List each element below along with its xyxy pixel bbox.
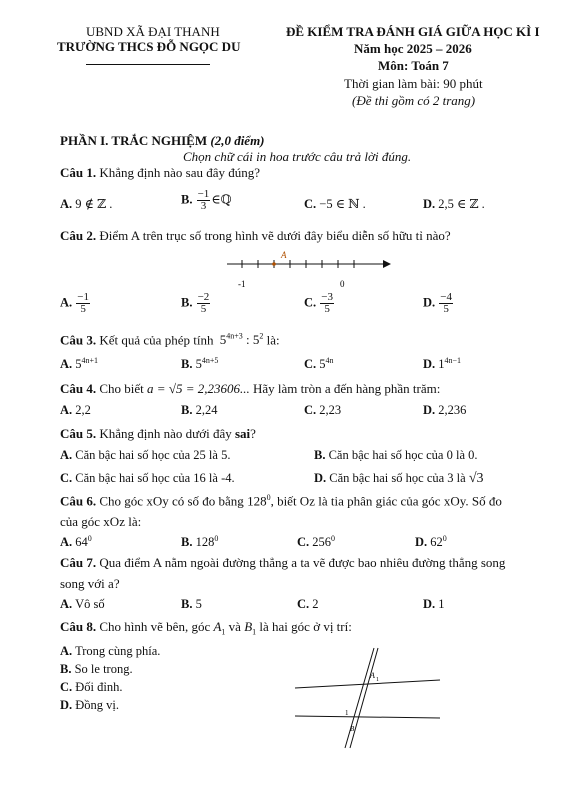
q1-option-c[interactable] [304,196,366,212]
q2-b-den: 5 [200,303,207,315]
q2-text: Điểm A trên trục số trong hình vẽ dưới đây biểu diễn số hữu tỉ nào? [99,228,451,243]
q2-option-d[interactable] [423,292,454,315]
question-7-line1 [60,555,505,571]
part1-heading [60,133,265,149]
q5-option-d[interactable] [314,471,484,487]
q2-a-num: −1 [77,291,89,303]
q5-d-math: √3 [468,471,484,486]
q8-c-text: Đối đỉnh. [75,680,123,694]
school-name: TRƯỜNG THCS ĐỖ NGỌC DU [57,39,241,54]
q6-a-text: 64 [75,535,88,550]
q8-fig-label-one: 1 [345,709,349,717]
q4-formula: a = √5 = 2,23606... [147,381,250,396]
q3-d-base: 1 [438,357,445,372]
q1-c-text: −5 ∈ ℕ . [319,197,366,211]
q3-option-b[interactable] [181,356,218,372]
q2-label: Câu 2. [60,228,97,243]
q4-label: Câu 4. [60,381,97,396]
q3-expression [220,332,264,347]
q3-expr-base: 5 [219,332,227,348]
q1-d-text: 2,5 ∈ ℤ . [438,197,485,211]
q3-b-label: B. [181,357,193,372]
question-5 [60,426,256,442]
q2-b-label: B. [181,295,193,310]
q2-option-c[interactable] [304,292,335,315]
q4-b-label: B. [181,403,193,417]
question-4 [60,381,440,397]
q1-b-after: ∈ℚ [211,192,232,207]
q8-angle1: A [213,619,222,634]
q2-c-num: −3 [321,291,333,303]
q1-option-d[interactable] [423,196,485,212]
q4-b-text: 2,24 [195,403,218,417]
q3-b-base: 5 [195,357,202,372]
q6-a-label: A. [60,535,73,550]
q6-option-a[interactable] [60,534,92,550]
q7-option-d[interactable] [423,597,445,612]
q3-option-d[interactable] [423,356,461,372]
part1-points: (2,0 điểm) [210,133,265,148]
q2-option-b[interactable] [181,292,211,315]
q4-option-b[interactable] [181,403,217,418]
q3-label: Câu 3. [60,332,97,348]
number-line-figure [225,250,395,292]
q6-d-label: D. [415,535,428,550]
q5-a-text: Căn bậc hai số học của 25 là 5. [75,448,231,462]
q1-c-label: C. [304,197,317,211]
part1-title: PHẦN I. TRẮC NGHIỆM [60,133,208,148]
question-6-line1 [60,493,502,509]
q8-angle2-sub: 1 [252,627,257,637]
q7-d-text: 1 [438,597,445,611]
q4-text-pre: Cho biết [99,381,144,396]
q3-expr-op: : 5 [242,332,260,348]
school-year: Năm học 2025 – 2026 [354,41,472,56]
q7-a-text: Vô số [75,597,105,611]
q3-d-label: D. [423,357,436,372]
q5-emphasis: sai [234,426,251,441]
q8-a-label: A. [60,644,73,658]
q5-d-label: D. [314,471,327,485]
q3-d-exp: 4n−1 [444,356,462,365]
q6-b-deg: 0 [214,534,219,543]
number-line-label-minus1: -1 [238,279,246,289]
q3-c-exp: 4n [325,356,334,365]
q1-d-label: D. [423,197,436,211]
q8-text-pre: Cho hình vẽ bên, góc [99,619,211,634]
q2-a-label: A. [60,295,73,310]
q6-a-deg: 0 [87,534,92,543]
q6-angle-deg: 0 [266,493,271,502]
q3-text: Kết quả của phép tính [99,332,214,348]
q2-c-label: C. [304,295,317,310]
q2-b-fraction [197,292,211,315]
q7-b-label: B. [181,597,193,611]
q5-option-a[interactable] [60,448,230,463]
question-6-line2: của góc xOz là: [60,514,142,529]
question-1 [60,165,260,181]
q5-option-c[interactable] [60,471,235,486]
q1-option-a[interactable] [60,196,112,212]
q8-d-text: Đồng vị. [75,698,120,712]
q2-d-fraction [439,292,453,315]
q5-text: Khẳng định nào dưới đây [99,426,232,441]
q8-fig-label-a: A [370,671,375,680]
q1-text: Khẳng định nào sau đây đúng? [99,165,261,180]
q6-d-text: 62 [430,535,443,550]
q8-transversal-right [350,648,378,748]
q8-c-label: C. [60,680,73,694]
q3-b-exp: 4n+5 [201,356,219,365]
question-3 [60,332,280,348]
header-divider [86,64,210,65]
part1-instruction: Chọn chữ cái in hoa trước câu trả lời đúng. [183,149,412,164]
q2-c-fraction [320,292,334,315]
q4-a-text: 2,2 [75,403,91,417]
duration: Thời gian làm bài: 90 phút [344,76,483,91]
q1-label: Câu 1. [60,165,97,180]
q8-angle1-sub: 1 [221,627,226,637]
q1-a-label: A. [60,197,73,211]
page-count-note: (Đề thi gồm có 2 trang) [352,93,476,108]
q8-option-d[interactable] [60,698,119,713]
q8-a-text: Trong cùng phía. [75,644,161,658]
q3-a-label: A. [60,357,73,372]
q7-label: Câu 7. [60,555,97,570]
q8-d-label: D. [60,698,73,712]
q5-c-text: Căn bậc hai số học của 16 là -4. [75,471,235,485]
q5-d-text: Căn bậc hai số học của 3 là [329,471,466,485]
q5-option-b[interactable] [314,448,478,463]
q2-d-label: D. [423,295,436,310]
q3-expr-tail: là: [263,332,280,348]
number-line-point-a [272,262,276,266]
q7-option-c[interactable] [297,597,319,612]
q4-text-post: Hãy làm tròn a đến hàng phần trăm: [252,381,441,396]
q8-and: và [228,619,241,634]
q7-option-a[interactable] [60,597,105,612]
q6-d-deg: 0 [442,534,447,543]
q8-option-a[interactable] [60,644,160,659]
q4-d-text: 2,236 [438,403,467,417]
subject: Môn: Toán 7 [378,58,449,73]
number-line-label-zero: 0 [340,279,345,289]
q8-b-text: So le trong. [74,662,133,676]
q8-fig-label-a-sub: 1 [376,677,379,683]
q7-a-label: A. [60,597,73,611]
q3-a-base: 5 [75,357,82,372]
number-line-label-a: A [281,250,287,260]
q2-d-den: 5 [443,303,449,315]
q8-label: Câu 8. [60,619,97,634]
q6-text-post: , biết Oz là tia phân giác của góc xOy. Số đo [270,493,502,509]
q5-a-label: A. [60,448,73,462]
q5-b-text: Căn bậc hai số học của 0 là 0. [328,448,478,462]
q6-text-pre: Cho góc xOy có số đo bằng [99,493,244,509]
q4-option-a[interactable] [60,403,91,418]
q5-qmark: ? [250,426,256,441]
q6-option-c[interactable] [297,534,335,550]
question-2 [60,228,451,244]
q1-b-label: B. [181,192,193,207]
q3-option-c[interactable] [304,356,334,372]
q5-label: Câu 5. [60,426,97,441]
q6-option-b[interactable] [181,534,218,550]
q4-option-c[interactable] [304,403,341,418]
q8-option-b[interactable] [60,662,133,677]
q2-option-a[interactable] [60,292,91,315]
q4-c-text: 2,23 [319,403,342,417]
q4-c-label: C. [304,403,317,417]
q1-option-b[interactable] [181,189,231,212]
q4-a-label: A. [60,403,73,417]
q3-expr-exp2: 2 [259,332,264,341]
q2-c-den: 5 [324,303,330,315]
q4-d-label: D. [423,403,436,417]
q8-angle2: B [244,619,253,634]
q3-c-base: 5 [319,357,326,372]
school-district: UBND XÃ ĐẠI THANH [86,24,220,39]
q5-c-label: C. [60,471,73,485]
q5-b-label: B. [314,448,326,462]
question-7-line2: song với a? [60,576,120,591]
q6-b-label: B. [181,535,193,550]
exam-title: ĐỀ KIỂM TRA ĐÁNH GIÁ GIỮA HỌC KÌ I [286,24,540,39]
q1-a-text: 9 ∉ ℤ . [75,197,113,211]
q6-c-label: C. [297,535,310,550]
q7-c-text: 2 [312,597,319,611]
q1-b-fraction [197,189,211,212]
q6-c-text: 256 [312,535,332,550]
q8-option-c[interactable] [60,680,123,695]
q6-angle: 128 [247,493,267,509]
q1-b-num: −1 [197,188,210,200]
q6-option-d[interactable] [415,534,447,550]
q7-option-b[interactable] [181,597,202,612]
q3-a-exp: 4n+1 [81,356,99,365]
q8-angle-figure [290,640,450,752]
q8-fig-label-b: B [350,725,355,733]
q7-text-line1: Qua điểm A nằm ngoài đường thẳng a ta vẽ được bao nhiêu đường thẳng song [99,555,506,570]
q2-a-fraction [76,292,90,315]
q6-b-text: 128 [195,535,215,550]
q6-label: Câu 6. [60,493,97,509]
q3-option-a[interactable] [60,356,98,372]
q2-d-num: −4 [440,291,452,303]
q8-transversal-left [345,648,374,748]
q7-c-label: C. [297,597,310,611]
q8-text-post: là hai góc ở vị trí: [259,619,352,634]
q8-lower-line [295,716,440,718]
number-line-arrow-icon [383,260,391,268]
q2-a-den: 5 [80,303,86,315]
q2-b-num: −2 [197,291,210,303]
q6-c-deg: 0 [331,534,336,543]
question-8 [60,619,352,637]
q3-c-label: C. [304,357,317,372]
q8-b-label: B. [60,662,72,676]
q7-d-label: D. [423,597,436,611]
q3-expr-exp1: 4n+3 [226,332,243,341]
q1-b-den: 3 [200,200,207,212]
q7-b-text: 5 [195,597,202,611]
q4-option-d[interactable] [423,403,466,418]
